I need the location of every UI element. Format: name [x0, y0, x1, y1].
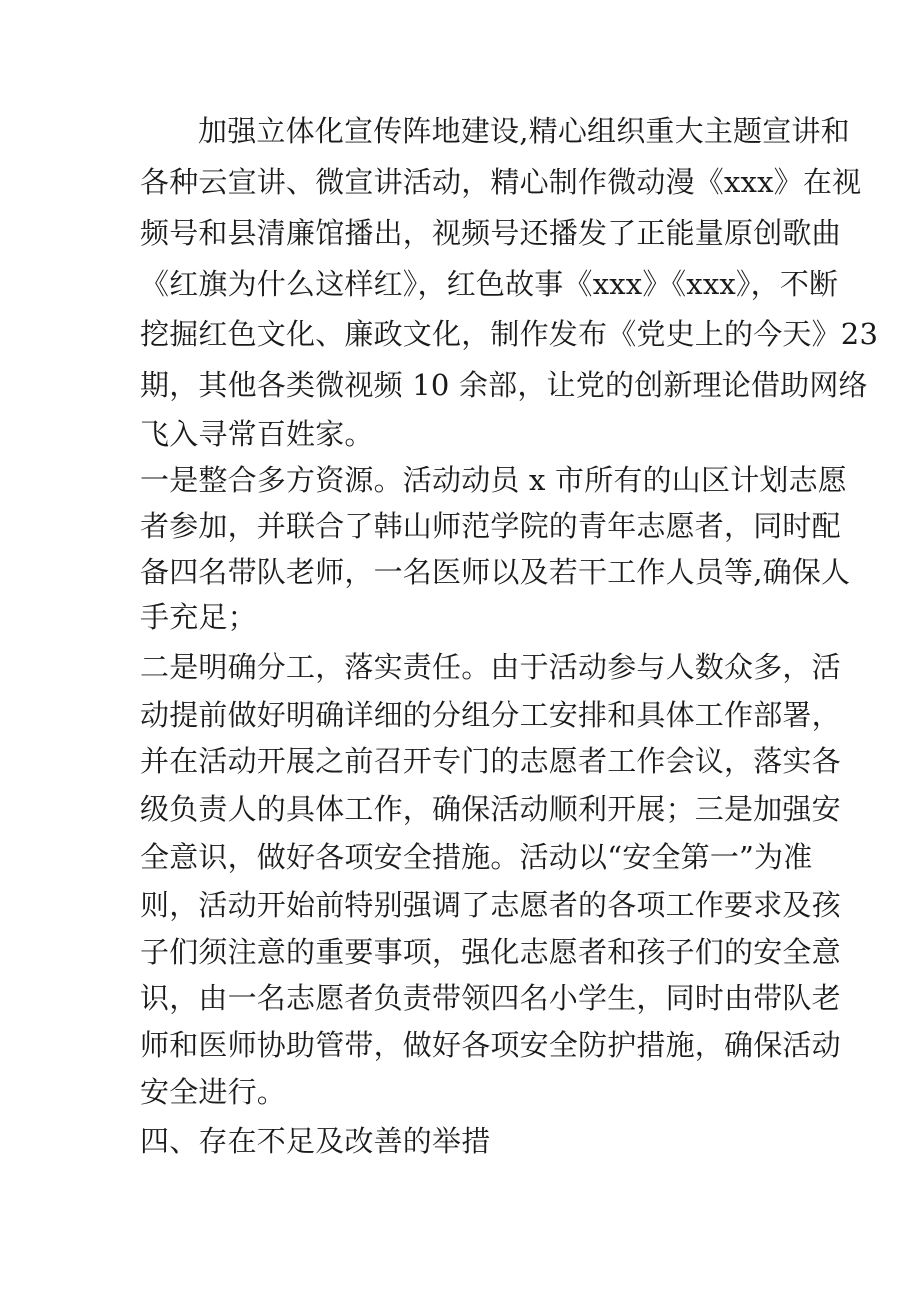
paragraph-line: 一是整合多方资源。活动动员 x 市所有的山区计划志愿 [140, 463, 847, 497]
paragraph-line: 动提前做好明确详细的分组分工安排和具体工作部署， [140, 698, 841, 732]
paragraph-line: 则，活动开始前特别强调了志愿者的各项工作要求及孩 [140, 888, 841, 922]
paragraph-line: 期，其他各类微视频 10 余部，让党的创新理论借助网络 [140, 368, 868, 402]
paragraph-line: 子们须注意的重要事项，强化志愿者和孩子们的安全意 [140, 935, 841, 969]
paragraph-line: 识，由一名志愿者负责带领四名小学生，同时由带队老 [140, 981, 841, 1015]
paragraph-line: 挖掘红色文化、廉政文化，制作发布《党史上的今天》23 [140, 317, 879, 351]
paragraph-line: 加强立体化宣传阵地建设,精心组织重大主题宣讲和 [198, 114, 850, 148]
paragraph-line: 者参加，并联合了韩山师范学院的青年志愿者，同时配 [140, 509, 841, 543]
paragraph-line: 全意识，做好各项安全措施。活动以“安全第一”为准 [140, 840, 813, 874]
paragraph-line: 频号和县清廉馆播出，视频号还播发了正能量原创歌曲 [140, 216, 841, 250]
paragraph-line: 飞入寻常百姓家。 [140, 417, 374, 451]
paragraph-line: 级负责人的具体工作，确保活动顺利开展；三是加强安 [140, 792, 841, 826]
paragraph-line: 各种云宣讲、微宣讲活动，精心制作微动漫《xxx》在视 [140, 165, 862, 199]
paragraph-line: 备四名带队老师，一名医师以及若干工作人员等,确保人 [140, 555, 851, 589]
section-heading: 四、存在不足及改善的举措 [140, 1124, 491, 1158]
paragraph-line: 《红旗为什么这样红》，红色故事《xxx》《xxx》，不断 [140, 267, 839, 301]
paragraph-line: 二是明确分工，落实责任。由于活动参与人数众多，活 [140, 650, 841, 684]
paragraph-line: 手充足； [140, 600, 257, 634]
paragraph-line: 师和医师协助管带，做好各项安全防护措施，确保活动 [140, 1028, 841, 1062]
paragraph-line: 安全进行。 [140, 1075, 287, 1109]
paragraph-line: 并在活动开展之前召开专门的志愿者工作会议，落实各 [140, 744, 841, 778]
